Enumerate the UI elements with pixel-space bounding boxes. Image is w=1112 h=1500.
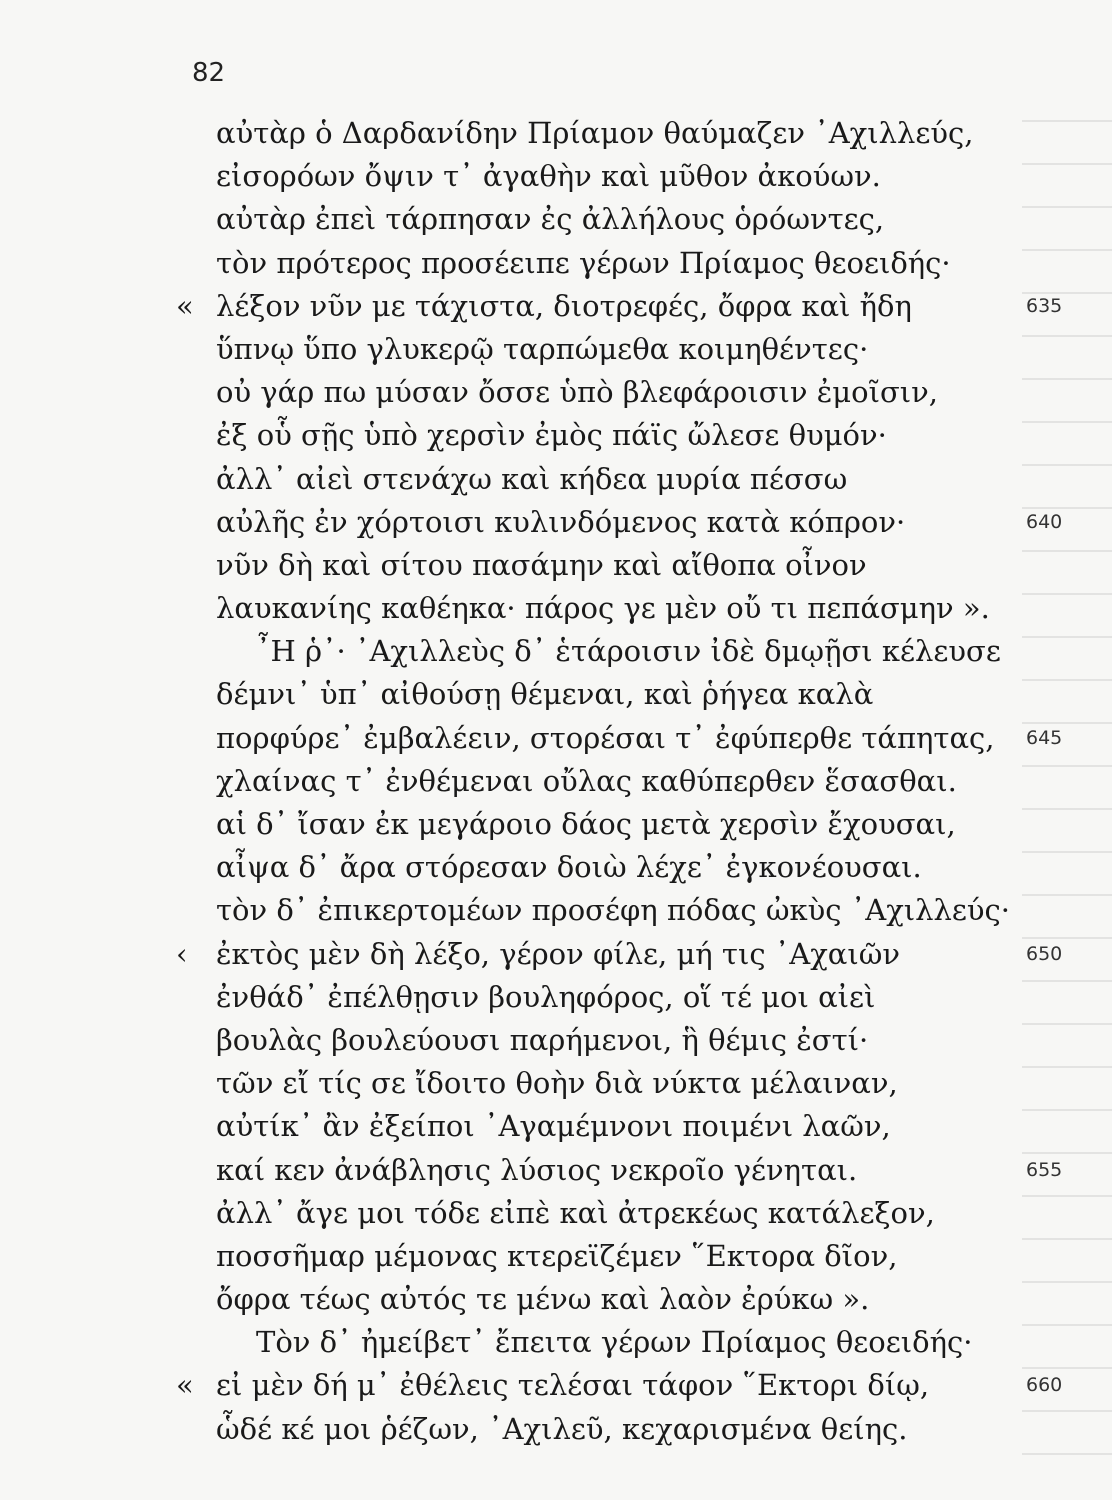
verse-line bbox=[150, 976, 1070, 1019]
verse-text: πορφύρε᾿ ἐμβαλέειν, στορέσαι τ᾿ ἐφύπερθε τάπητας, bbox=[216, 720, 995, 755]
verse-text: λαυκανίης καθέηκα· πάρος γε μὲν οὔ τι πεπάσμην ». bbox=[216, 591, 990, 626]
verse-block bbox=[150, 112, 1070, 1451]
line-number: 655 bbox=[1026, 1158, 1063, 1181]
verse-line bbox=[150, 1408, 1070, 1451]
verse-line bbox=[150, 1235, 1070, 1278]
verse-text: χλαίνας τ᾿ ἐνθέμεναι οὔλας καθύπερθεν ἕσασθαι. bbox=[216, 763, 957, 798]
verse-line bbox=[150, 803, 1070, 846]
verse-text: τὸν πρότερος προσέειπε γέρων Πρίαμος θεοειδής· bbox=[216, 245, 951, 280]
verse-line bbox=[150, 1019, 1070, 1062]
line-number: 660 bbox=[1026, 1374, 1063, 1397]
verse-text: εἰσορόων ὄψιν τ᾿ ἀγαθὴν καὶ μῦθον ἀκούων. bbox=[216, 159, 881, 194]
verse-line bbox=[150, 242, 1070, 285]
verse-text: αὐτὰρ ὁ Δαρδανίδην Πρίαμον θαύμαζεν ᾿Αχιλλεύς, bbox=[216, 116, 974, 150]
verse-text: ῏Η ῥ᾿· ᾿Αχιλλεὺς δ᾿ ἑτάροισιν ἰδὲ δμῳῇσι κέλευσε bbox=[256, 634, 1001, 669]
verse-text: δέμνι᾿ ὑπ᾿ αἰθούσῃ θέμεναι, καὶ ῥήγεα καλὰ bbox=[216, 677, 874, 712]
verse-line bbox=[150, 1149, 1070, 1192]
verse-line bbox=[150, 371, 1070, 414]
line-number: 645 bbox=[1026, 726, 1063, 749]
verse-line bbox=[150, 760, 1070, 803]
verse-text: ὧδέ κέ μοι ῥέζων, ᾿Αχιλεῦ, κεχαρισμένα θείης. bbox=[216, 1411, 908, 1446]
verse-line bbox=[150, 414, 1070, 457]
opening-quote-mark: ‹ bbox=[176, 936, 188, 971]
verse-line bbox=[150, 155, 1070, 198]
line-number: 650 bbox=[1026, 942, 1063, 965]
verse-text: οὐ γάρ πω μύσαν ὄσσε ὑπὸ βλεφάροισιν ἐμοῖσιν, bbox=[216, 375, 938, 410]
verse-text: λέξον νῦν με τάχιστα, διοτρεφές, ὄφρα καὶ ἤδη bbox=[216, 288, 912, 323]
verse-text: τὸν δ᾿ ἐπικερτομέων προσέφη πόδας ὠκὺς ᾿Αχιλλεύς· bbox=[216, 893, 1011, 928]
verse-line bbox=[150, 846, 1070, 889]
verse-text: βουλὰς βουλεύουσι παρήμενοι, ἣ θέμις ἐστί· bbox=[216, 1022, 869, 1057]
verse-line bbox=[150, 717, 1070, 760]
verse-text: τῶν εἴ τίς σε ἴδοιτο θοὴν διὰ νύκτα μέλαιναν, bbox=[216, 1066, 898, 1101]
verse-text: αἱ δ᾿ ἴσαν ἐκ μεγάροιο δάος μετὰ χερσὶν ἔχουσαι, bbox=[216, 807, 956, 841]
verse-text: ἐξ οὗ σῇς ὑπὸ χερσὶν ἐμὸς πάϊς ὤλεσε θυμόν· bbox=[216, 418, 887, 453]
verse-line bbox=[150, 328, 1070, 371]
verse-text: ἀλλ᾿ αἰεὶ στενάχω καὶ κήδεα μυρία πέσσω bbox=[216, 461, 848, 496]
opening-quote-mark: « bbox=[176, 1368, 194, 1403]
verse-text: εἰ μὲν δή μ᾿ ἐθέλεις τελέσαι τάφον ῞Εκτορι δίῳ, bbox=[216, 1368, 930, 1403]
verse-text: ὄφρα τέως αὐτός τε μένω καὶ λαὸν ἐρύκω ». bbox=[216, 1282, 870, 1317]
verse-line bbox=[150, 1278, 1070, 1321]
verse-line bbox=[150, 1105, 1070, 1148]
page-number: 82 bbox=[192, 58, 226, 88]
verse-line bbox=[150, 587, 1070, 630]
opening-quote-mark: « bbox=[176, 288, 194, 323]
verse-text: ἐνθάδ᾿ ἐπέλθῃσιν βουληφόρος, οἵ τέ μοι αἰεὶ bbox=[216, 979, 876, 1014]
verse-text: ὕπνῳ ὕπο γλυκερῷ ταρπώμεθα κοιμηθέντες· bbox=[216, 331, 869, 366]
verse-text: Τὸν δ᾿ ἠμείβετ᾿ ἔπειτα γέρων Πρίαμος θεοειδής· bbox=[256, 1325, 973, 1360]
line-number: 635 bbox=[1026, 294, 1063, 317]
verse-line bbox=[150, 630, 1070, 673]
verse-text: αἶψα δ᾿ ἄρα στόρεσαν δοιὼ λέχε᾿ ἐγκονέουσαι. bbox=[216, 850, 922, 885]
verse-line bbox=[150, 458, 1070, 501]
verse-text: ποσσῆμαρ μέμονας κτερεϊζέμεν ῞Εκτορα δῖον, bbox=[216, 1238, 898, 1273]
verse-text: νῦν δὴ καὶ σίτου πασάμην καὶ αἴθοπα οἶνον bbox=[216, 547, 867, 582]
verse-text: αὐλῆς ἐν χόρτοισι κυλινδόμενος κατὰ κόπρον· bbox=[216, 504, 906, 539]
verse-line bbox=[150, 198, 1070, 241]
verse-text: ἀλλ᾿ ἄγε μοι τόδε εἰπὲ καὶ ἀτρεκέως κατάλεξον, bbox=[216, 1195, 935, 1230]
verse-text: αὐτὰρ ἐπεὶ τάρπησαν ἐς ἀλλήλους ὁρόωντες, bbox=[216, 202, 885, 237]
verse-line bbox=[150, 1062, 1070, 1105]
verse-text: ἐκτὸς μὲν δὴ λέξο, γέρον φίλε, μή τις ᾿Αχαιῶν bbox=[216, 936, 901, 971]
verse-line bbox=[150, 501, 1070, 544]
verse-line bbox=[150, 1321, 1070, 1364]
verse-line bbox=[150, 112, 1070, 155]
verse-text: αὐτίκ᾿ ἂν ἐξείποι ᾿Αγαμέμνονι ποιμένι λαῶν, bbox=[216, 1109, 891, 1144]
verse-line bbox=[150, 889, 1070, 932]
verse-line bbox=[150, 285, 1070, 328]
verse-line bbox=[150, 673, 1070, 716]
line-number: 640 bbox=[1026, 510, 1063, 533]
verse-line bbox=[150, 544, 1070, 587]
verse-line bbox=[150, 1192, 1070, 1235]
verse-line bbox=[150, 933, 1070, 976]
verse-text: καί κεν ἀνάβλησις λύσιος νεκροῖο γένηται. bbox=[216, 1152, 858, 1187]
verse-line bbox=[150, 1364, 1070, 1407]
